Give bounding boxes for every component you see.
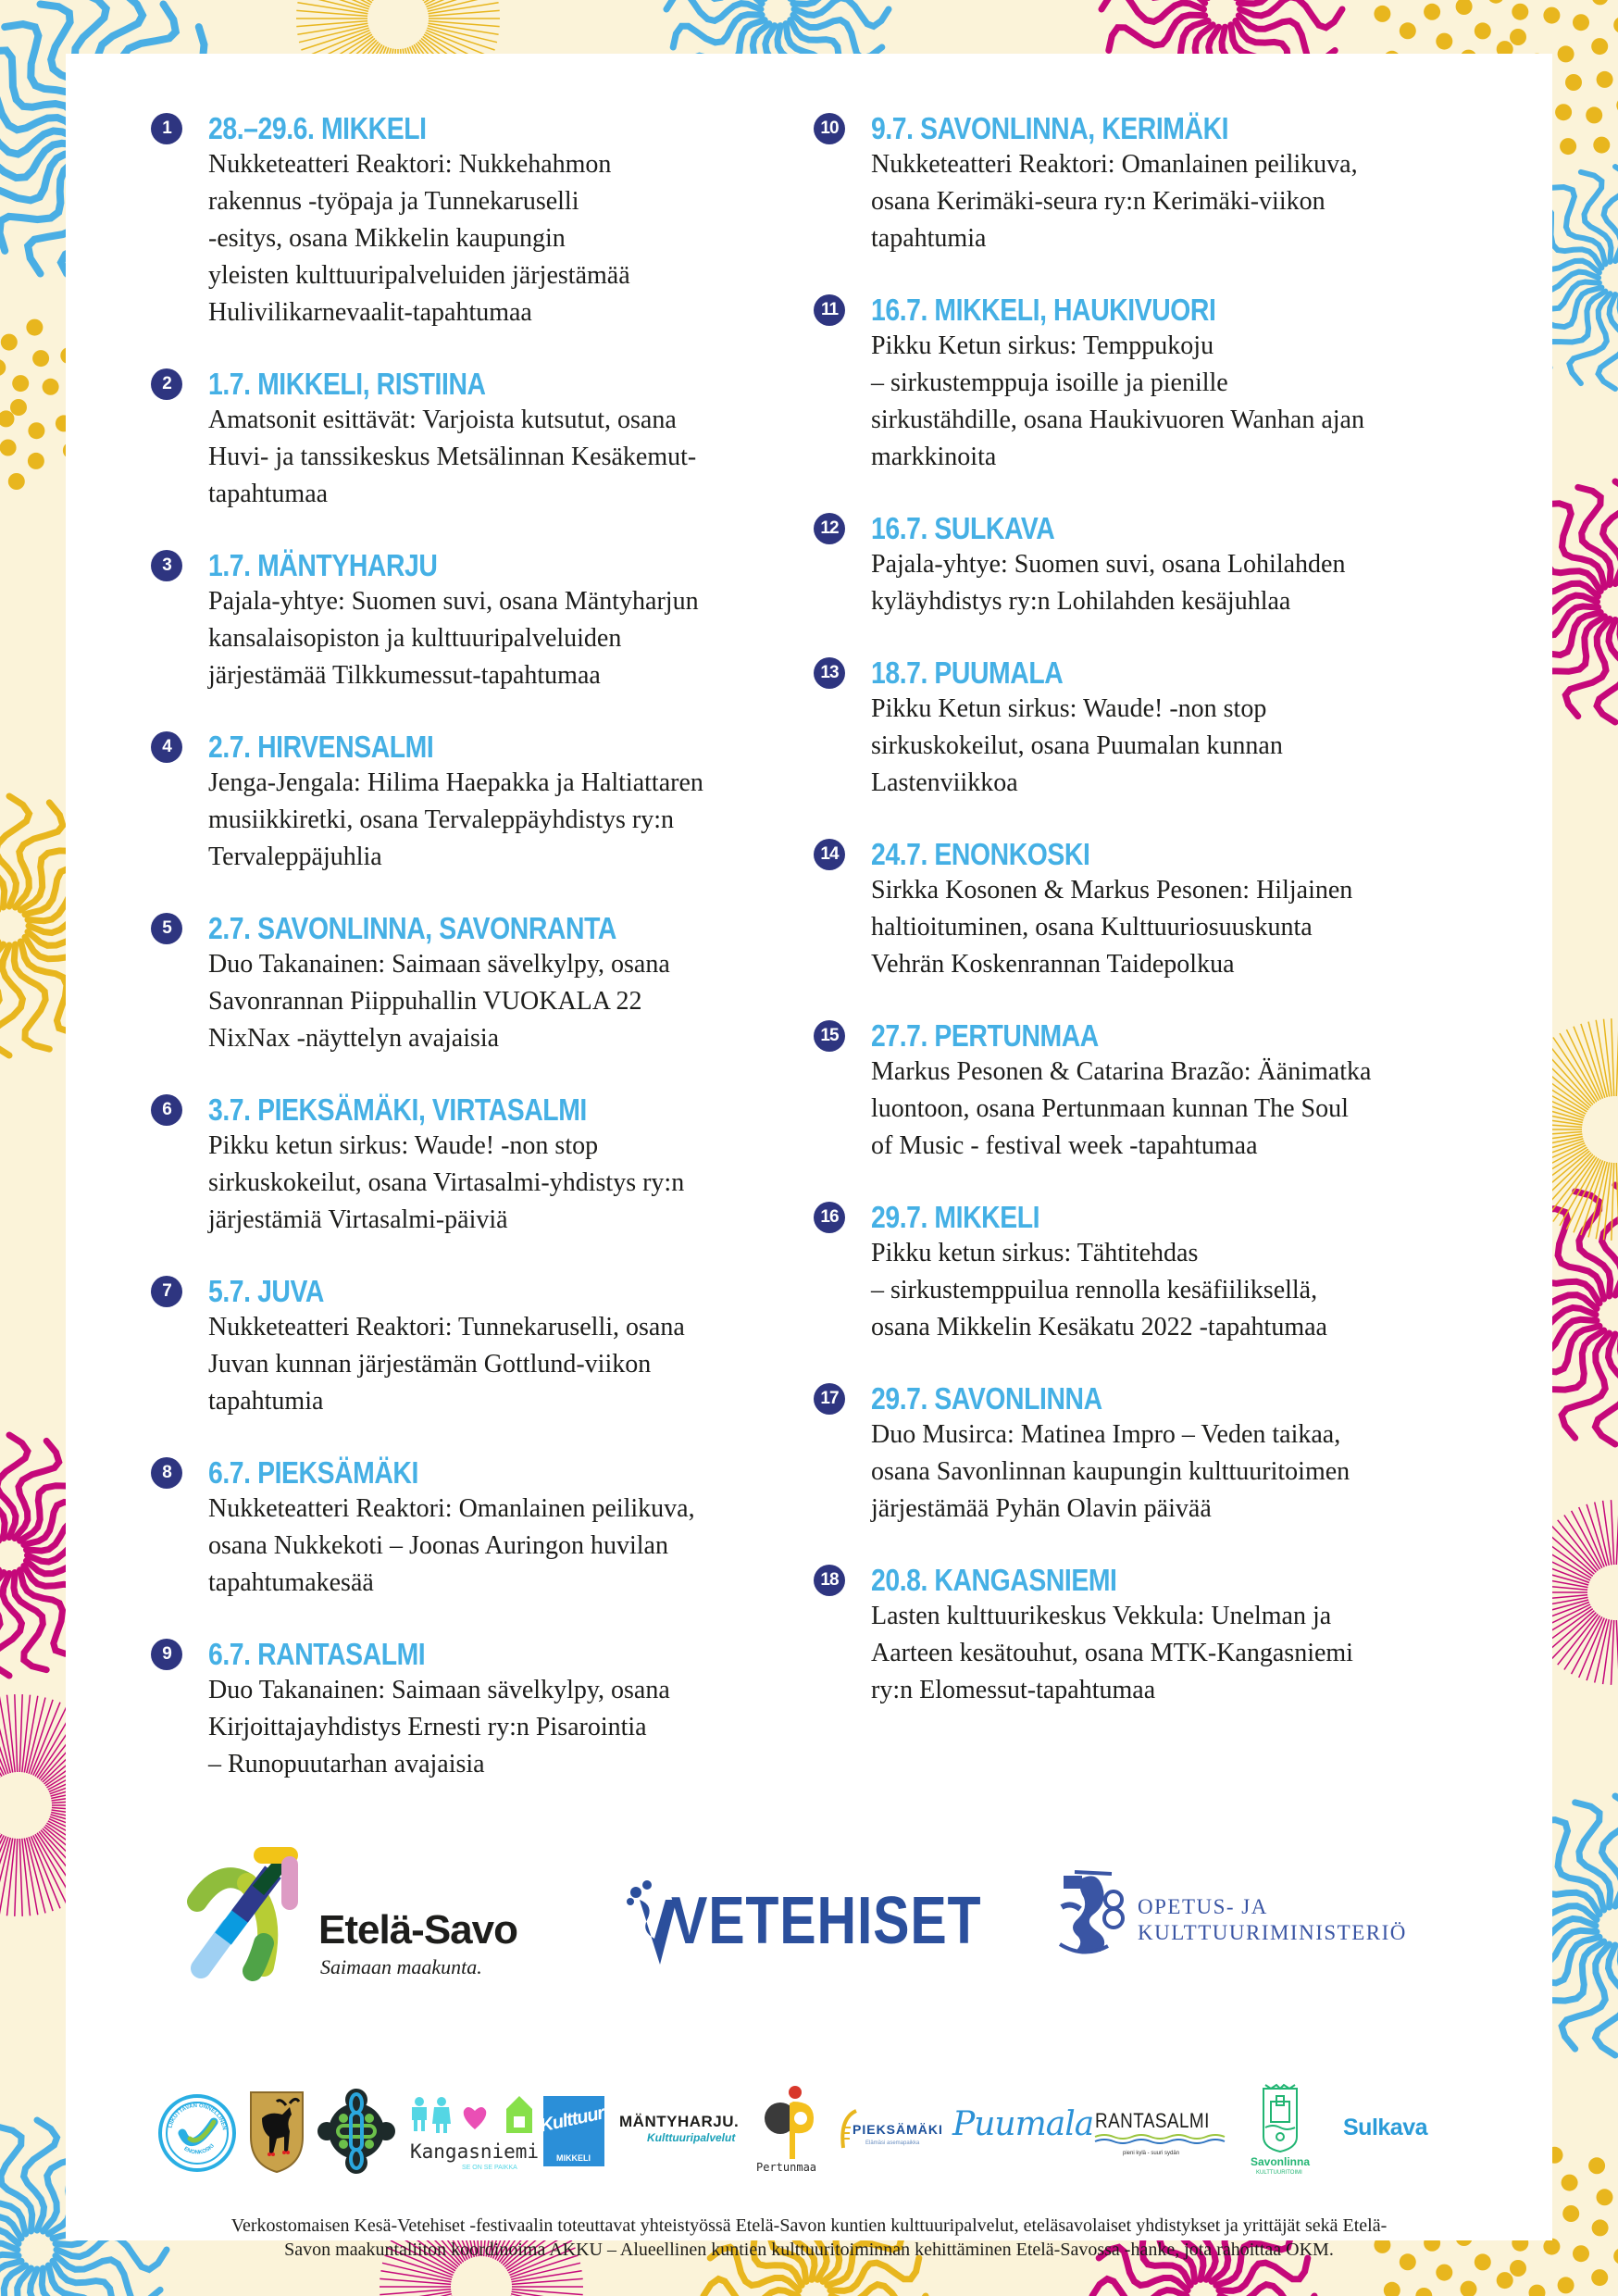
event-description-line: Pikku ketun sirkus: Waude! -non stop: [208, 1131, 599, 1160]
event-date-location: 16.7. MIKKELI, HAUKIVUORI: [871, 293, 1216, 327]
event-date-location: 16.7. SULKAVA: [871, 511, 1055, 545]
event-description-line: Duo Musirca: Matinea Impro – Veden taikaa,: [871, 1420, 1341, 1449]
event-description-line: Duo Takanainen: Saimaan sävelkylpy, osana: [208, 950, 670, 979]
etela-savo-logo: [184, 1846, 591, 1985]
event-description-line: haltioituminen, osana Kulttuuriosuuskunta: [871, 913, 1313, 942]
event-item: [151, 730, 799, 876]
event-description-line: järjestämiä Virtasalmi-päiviä: [208, 1205, 508, 1234]
moose-icon: [249, 2090, 305, 2174]
event-item: [814, 111, 1480, 257]
event-description-line: Aarteen kesätouhut, osana MTK-Kangasniemi: [871, 1639, 1353, 1667]
event-description-line: osana Kerimäki-seura ry:n Kerimäki-viikon: [871, 187, 1326, 216]
event-item: [814, 511, 1480, 620]
event-description-line: Markus Pesonen & Catarina Brazão: Äänimatka: [871, 1057, 1372, 1086]
event-description-line: of Music - festival week -tapahtumaa: [871, 1131, 1258, 1160]
event-date-location: 3.7. PIEKSÄMÄKI, VIRTASALMI: [208, 1092, 587, 1127]
program-card: [66, 54, 1552, 2260]
moose-coat-of-arms-logo: [249, 2090, 305, 2174]
event-description-line: sirkuskokeilut, osana Puumalan kunnan: [871, 731, 1283, 760]
event-description-line: osana Savonlinnan kaupungin kulttuuritoimen: [871, 1457, 1350, 1486]
pieksamaki-name: PIEKSÄMÄKI: [853, 2122, 943, 2137]
event-description-line: Pajala-yhtye: Suomen suvi, osana Lohilahden: [871, 550, 1346, 579]
kangasniemi-figures-icon: [410, 2092, 540, 2144]
event-item: [814, 1563, 1480, 1709]
savonlinna-logo: [1243, 2081, 1317, 2185]
event-description-line: tapahtumia: [871, 224, 987, 253]
mikkeli-kulttuuri-word: Kulttuuri: [538, 2102, 610, 2137]
event-description: [871, 328, 1480, 476]
event-date-location: 29.7. SAVONLINNA: [871, 1381, 1102, 1416]
event-description-line: NixNax -näyttelyn avajaisia: [208, 1024, 500, 1053]
event-item: [151, 1092, 799, 1239]
event-number-badge: 1: [151, 113, 182, 144]
enonkoski-ring-text: LIIKUTTAVAN ONNELLINEN: [168, 2103, 227, 2131]
event-description-line: markkinoita: [871, 443, 997, 471]
events-column-left: [151, 111, 799, 1818]
okm-name-line-2: KULTTUURIMINISTERIÖ: [1138, 1921, 1407, 1944]
okm-name: [1138, 1894, 1407, 1946]
puumala-logo: [952, 2105, 1094, 2152]
event-number-badge: 14: [814, 839, 845, 870]
kangasniemi-tagline: SE ON SE PAIKKA: [462, 2165, 517, 2171]
pertunmaa-name: Pertunmaa: [756, 2161, 817, 2174]
event-description-line: tapahtumakesää: [208, 1568, 374, 1597]
event-description-line: Nukketeatteri Reaktori: Omanlainen peilikuva,: [871, 150, 1358, 179]
event-description-line: Huvi- ja tanssikeskus Metsälinnan Kesäkemut-: [208, 443, 697, 471]
event-item: [151, 1274, 799, 1420]
event-description-line: Juvan kunnan järjestämän Gottlund-viikon: [208, 1350, 652, 1379]
event-number-badge: 10: [814, 113, 845, 144]
event-description: [871, 1054, 1480, 1165]
mantyharju-logo: [619, 2113, 740, 2159]
event-description: [208, 1672, 799, 1783]
event-date-location: 20.8. KANGASNIEMI: [871, 1563, 1117, 1597]
knot-icon: [317, 2087, 395, 2176]
savonlinna-castle-icon: [1260, 2081, 1301, 2152]
savonlinna-sub: KULTTUURITOIMI: [1256, 2170, 1302, 2176]
juva-knot-logo: [317, 2087, 395, 2176]
event-item: [814, 1018, 1480, 1165]
event-number-badge: 2: [151, 368, 182, 400]
event-description-line: osana Nukkekoti – Joonas Auringon huvilan: [208, 1531, 668, 1560]
pertunmaa-logo: [756, 2085, 823, 2177]
event-item: [814, 837, 1480, 983]
enonkoski-logo: [158, 2094, 236, 2172]
event-description: [871, 1235, 1480, 1346]
event-description-line: Pajala-yhtye: Suomen suvi, osana Mäntyharjun: [208, 587, 699, 616]
event-date-location: 9.7. SAVONLINNA, KERIMÄKI: [871, 111, 1229, 145]
event-date-location: 6.7. PIEKSÄMÄKI: [208, 1455, 418, 1490]
event-description-line: järjestämää Tilkkumessut-tapahtumaa: [208, 661, 601, 690]
event-number-badge: 6: [151, 1094, 182, 1126]
event-description-line: Tervaleppäjuhlia: [208, 842, 382, 871]
event-description-line: yleisten kulttuuripalveluiden järjestämää: [208, 261, 630, 290]
pieksamaki-tagline: Elämäsi asemapaikka: [865, 2140, 920, 2146]
event-description-line: Amatsonit esittävät: Varjoista kutsutut, osana: [208, 406, 677, 434]
event-date-location: 2.7. HIRVENSALMI: [208, 730, 434, 764]
event-description: [871, 691, 1480, 802]
event-description-line: – sirkustemppuja isoille ja pienille: [871, 368, 1228, 397]
etela-savo-name: Etelä-Savo: [318, 1907, 517, 1953]
kangasniemi-name: Kangasniemi: [410, 2140, 540, 2163]
footer-note: [66, 2214, 1552, 2262]
event-description-line: Lasten kulttuurikeskus Vekkula: Unelman ja: [871, 1602, 1332, 1630]
event-description: [208, 146, 799, 331]
event-description-line: kyläyhdistys ry:n Lohilahden kesäjuhlaa: [871, 587, 1291, 616]
event-description-line: Nukketeatteri Reaktori: Omanlainen peilikuva,: [208, 1494, 695, 1523]
puumala-name: Puumala: [952, 2105, 1094, 2143]
event-description-line: Lastenviikkoa: [871, 768, 1018, 797]
event-item: [151, 1637, 799, 1783]
event-date-location: 5.7. JUVA: [208, 1274, 324, 1308]
event-date-location: 27.7. PERTUNMAA: [871, 1018, 1099, 1053]
event-description-line: Sirkka Kosonen & Markus Pesonen: Hiljainen: [871, 876, 1353, 905]
event-date-location: 1.7. MIKKELI, RISTIINA: [208, 367, 486, 401]
event-description-line: – Runopuutarhan avajaisia: [208, 1750, 485, 1778]
event-date-location: 1.7. MÄNTYHARJU: [208, 548, 438, 582]
event-item: [151, 548, 799, 694]
enonkoski-seal-icon: [158, 2094, 236, 2172]
footer-line-1: Verkostomaisen Kesä-Vetehiset -festivaalin toteuttavat yhteistyössä Etelä-Savon kuntien kulttuuripalvelut, eteläsavolaiset yhdistykset ja yrittäjät sekä Etelä-: [230, 2215, 1388, 2236]
event-number-badge: 15: [814, 1020, 845, 1052]
kangasniemi-logo: [410, 2092, 540, 2176]
pieksamaki-logo: [838, 2109, 943, 2155]
event-item: [814, 655, 1480, 802]
event-number-badge: 17: [814, 1383, 845, 1415]
event-description: [208, 1491, 799, 1602]
mikkeli-kulttuuri-logo: [538, 2096, 610, 2166]
event-item: [151, 911, 799, 1057]
rantasalmi-name: RANTASALMI: [1095, 2109, 1210, 2132]
pertunmaa-p-icon: [762, 2085, 817, 2161]
event-description: [208, 402, 799, 513]
event-description-line: Vehrän Koskenrannan Taidepolkua: [871, 950, 1235, 979]
event-description-line: sirkustähdille, osana Haukivuoren Wanhan ajan: [871, 406, 1364, 434]
event-description-line: tapahtumaa: [208, 480, 329, 508]
event-description-line: Nukketeatteri Reaktori: Tunnekaruselli, osana: [208, 1313, 685, 1341]
vetehiset-logo: [623, 1878, 982, 1970]
finnish-lion-icon: [1056, 1866, 1126, 1959]
event-description-line: järjestämää Pyhän Olavin päivää: [871, 1494, 1212, 1523]
event-number-badge: 12: [814, 513, 845, 544]
event-number-badge: 9: [151, 1639, 182, 1670]
okm-name-line-1: OPETUS- JA: [1138, 1895, 1268, 1918]
rantasalmi-tagline: pieni kylä - suuri sydän: [1123, 2151, 1180, 2156]
event-number-badge: 5: [151, 913, 182, 944]
event-number-badge: 4: [151, 731, 182, 763]
event-item: [151, 1455, 799, 1602]
event-description-line: Nukketeatteri Reaktori: Nukkehahmon: [208, 150, 612, 179]
event-item: [151, 367, 799, 513]
main-sponsor-logos: [66, 1831, 1552, 2016]
event-date-location: 2.7. SAVONLINNA, SAVONRANTA: [208, 911, 616, 945]
event-description-line: luontoon, osana Pertunmaan kunnan The Soul: [871, 1094, 1349, 1123]
event-item: [151, 111, 799, 331]
event-description: [208, 946, 799, 1057]
event-description-line: -esitys, osana Mikkelin kaupungin: [208, 224, 566, 253]
savonlinna-name: Savonlinna: [1251, 2155, 1311, 2168]
event-description-line: Kirjoittajayhdistys Ernesti ry:n Pisarointia: [208, 1713, 647, 1741]
municipality-logos: [66, 2072, 1552, 2192]
event-date-location: 6.7. RANTASALMI: [208, 1637, 426, 1671]
event-number-badge: 18: [814, 1565, 845, 1596]
event-item: [814, 1200, 1480, 1346]
event-description-line: Pikku ketun sirkus: Tähtitehdas: [871, 1239, 1199, 1267]
event-description: [871, 1416, 1480, 1528]
event-description-line: kansalaisopiston ja kulttuuripalveluiden: [208, 624, 622, 653]
event-description-line: ry:n Elomessut-tapahtumaa: [871, 1676, 1156, 1704]
mikkeli-city: MIKKELI: [556, 2153, 591, 2163]
event-number-badge: 7: [151, 1276, 182, 1307]
event-description: [208, 583, 799, 694]
mantyharju-sub: Kulttuuripalvelut: [647, 2131, 736, 2144]
event-description-line: sirkuskokeilut, osana Virtasalmi-yhdistys ry:n: [208, 1168, 685, 1197]
event-description: [871, 146, 1480, 257]
okm-logo: [1056, 1866, 1463, 1968]
event-description-line: rakennus -työpaja ja Tunnekaruselli: [208, 187, 579, 216]
event-item: [814, 1381, 1480, 1528]
enonkoski-ring-bottom: ENONKOSKI: [182, 2143, 216, 2156]
rantasalmi-logo: [1095, 2109, 1234, 2165]
vetehiset-name: VETEHISET: [671, 1884, 982, 1958]
event-description: [871, 546, 1480, 620]
sulkava-name: Sulkava: [1343, 2115, 1428, 2140]
etela-savo-arrow-icon: [184, 1846, 314, 1985]
event-description-line: Jenga-Jengala: Hilima Haepakka ja Haltiattaren: [208, 768, 703, 797]
event-description-line: osana Mikkelin Kesäkatu 2022 -tapahtumaa: [871, 1313, 1327, 1341]
event-number-badge: 16: [814, 1202, 845, 1233]
etela-savo-tagline: Saimaan maakunta.: [320, 1955, 482, 1978]
event-date-location: 18.7. PUUMALA: [871, 655, 1064, 690]
event-description: [208, 1128, 799, 1239]
event-description: [871, 1598, 1480, 1709]
event-description-line: Pikku Ketun sirkus: Waude! -non stop: [871, 694, 1267, 723]
event-description-line: musiikkiretki, osana Tervaleppäyhdistys ry:n: [208, 805, 674, 834]
event-description: [208, 1309, 799, 1420]
event-description-line: Savonrannan Piippuhallin VUOKALA 22: [208, 987, 642, 1016]
water-splash-icon: [623, 1879, 678, 1968]
event-date-location: 28.–29.6. MIKKELI: [208, 111, 427, 145]
events-column-right: [814, 111, 1480, 1744]
event-number-badge: 11: [814, 294, 845, 326]
event-number-badge: 8: [151, 1457, 182, 1489]
event-number-badge: 13: [814, 657, 845, 689]
event-description: [208, 765, 799, 876]
event-description-line: – sirkustemppuilua rennolla kesäfiiliksellä,: [871, 1276, 1318, 1304]
event-description-line: tapahtumia: [208, 1387, 324, 1416]
event-description-line: Duo Takanainen: Saimaan sävelkylpy, osana: [208, 1676, 670, 1704]
event-description-line: Pikku Ketun sirkus: Temppukoju: [871, 331, 1214, 360]
event-description: [871, 872, 1480, 983]
footer-line-2: Savon maakuntaliiton koordinoima AKKU – Alueellinen kuntien kulttuuritoiminnan kehittäminen Etelä-Savossa -hanke, jota rahoittaa OKM.: [284, 2240, 1334, 2260]
event-date-location: 24.7. ENONKOSKI: [871, 837, 1090, 871]
event-item: [814, 293, 1480, 476]
event-number-badge: 3: [151, 550, 182, 581]
mantyharju-name: MÄNTYHARJU.: [619, 2113, 740, 2130]
event-date-location: 29.7. MIKKELI: [871, 1200, 1040, 1234]
event-description-line: Hulivilikarnevaalit-tapahtumaa: [208, 298, 532, 327]
sulkava-logo: [1343, 2115, 1463, 2152]
rantasalmi-waves-icon: [1095, 2133, 1234, 2146]
